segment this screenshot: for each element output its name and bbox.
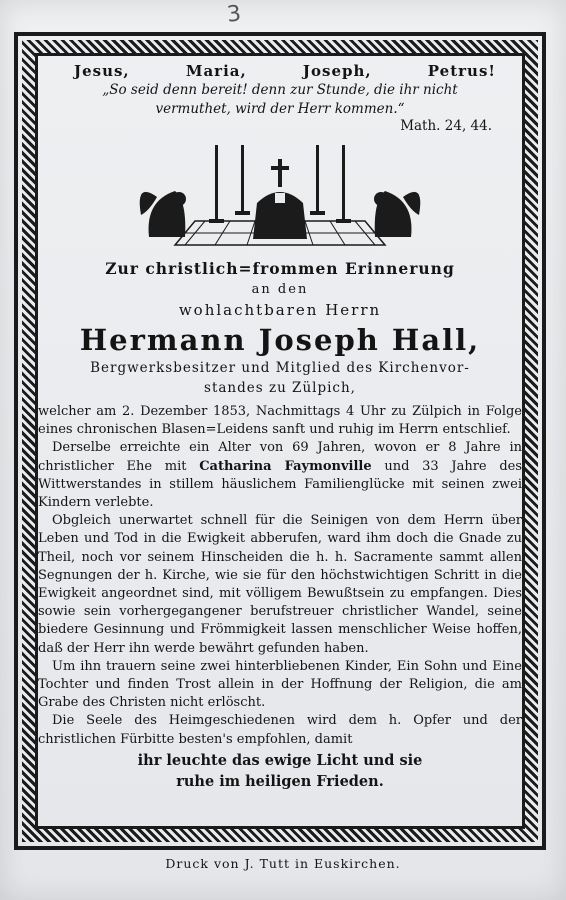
occupation-line-1: Bergwerksbesitzer und Mitglied des Kirchenvor- (90, 360, 470, 376)
closing-line-2: ruhe im heiligen Frieden. (176, 772, 384, 790)
invocation-jesus: Jesus, (74, 62, 130, 80)
altar-emblem-icon (135, 141, 425, 249)
cross (271, 159, 289, 187)
paragraph-death: welcher am 2. Dezember 1853, Nachmittags 4 Uhr zu Zülpich in Folge eines chronischen Blasen=Leidens sanft und ruhig im Herrn entschlief. (38, 404, 522, 438)
closing-line-1: ihr leuchte das ewige Licht und sie (137, 751, 423, 769)
preposition: an den (251, 282, 309, 297)
paragraph-age-text-1: Derselbe erreichte ein Alter von 69 Jahren, wovon er 8 Jahre in christlicher Ehe mit (38, 440, 522, 474)
headline: Zur christlich=frommen Erinnerung (105, 259, 455, 278)
invocation-joseph: Joseph, (302, 62, 372, 80)
paragraph-age (38, 439, 522, 512)
paragraph-mourners: Um ihn trauern seine zwei hinterbliebenen Kinder, Ein Sohn und Eine Tochter und finden Trost allein in der Hoffnung der Religion, die am Grabe des Christen nicht erlöscht. (38, 658, 522, 711)
obituary-text (34, 403, 526, 749)
paragraph-age-text-2: und 33 Jahre des Wittwerstandes in stillem häuslichem Familienglücke mit seinen zwei Kindern verlebte. (38, 458, 523, 511)
occupation-line-2: standes zu Zülpich, (204, 380, 356, 396)
paragraph-sacraments: Obgleich unerwartet schnell für die Seinigen von dem Herrn über Leben und Tod in die Ewigkeit abberufen, ward ihm doch die Gnade zu Theil, noch vor seinem Hinscheiden die h. h. Sacramente sammt allen Segnungen der h. Kirche, wie sie für den höchstwichtigen Schritt in die Ewigkeit angeordnet sind, mit völligem Bewußtsein zu empfangen. Dies sowie sein vorhergegangener berufstreuer christlicher Wandel, seine biedere Gesinnung und Frömmigkeit lassen menschlicher Weise hoffen, daß der Herr ihn werde bewährt gefunden haben. (38, 513, 522, 656)
bible-quote-reference: Math. 24, 44. (400, 118, 492, 134)
card-content (34, 58, 526, 791)
spouse-name: Catharina Faymonville (199, 458, 372, 474)
paragraph-prayer: Die Seele des Heimgeschiedenen wird dem h. Opfer und der christlichen Fürbitte besten's empfohlen, damit (38, 713, 522, 747)
left-angel (140, 191, 186, 237)
bible-quote-line-2: vermuthet, wird der Herr kommen.“ (155, 101, 405, 117)
right-angel (374, 191, 420, 237)
bible-quote-line-1: „So seid denn bereit! denn zur Stunde, die ihr nicht (102, 82, 458, 98)
invocation-petrus: Petrus! (427, 62, 496, 80)
invocation-maria: Maria, (185, 62, 247, 80)
invocation-line (34, 62, 526, 80)
pencil-number: 3 (225, 1, 243, 28)
coffin-plaque (275, 193, 285, 203)
honorific: wohlachtbaren Herrn (178, 301, 382, 319)
printer-credit: Druck von J. Tutt in Euskirchen. (165, 856, 401, 871)
deceased-name: Hermann Joseph Hall, (79, 323, 481, 357)
